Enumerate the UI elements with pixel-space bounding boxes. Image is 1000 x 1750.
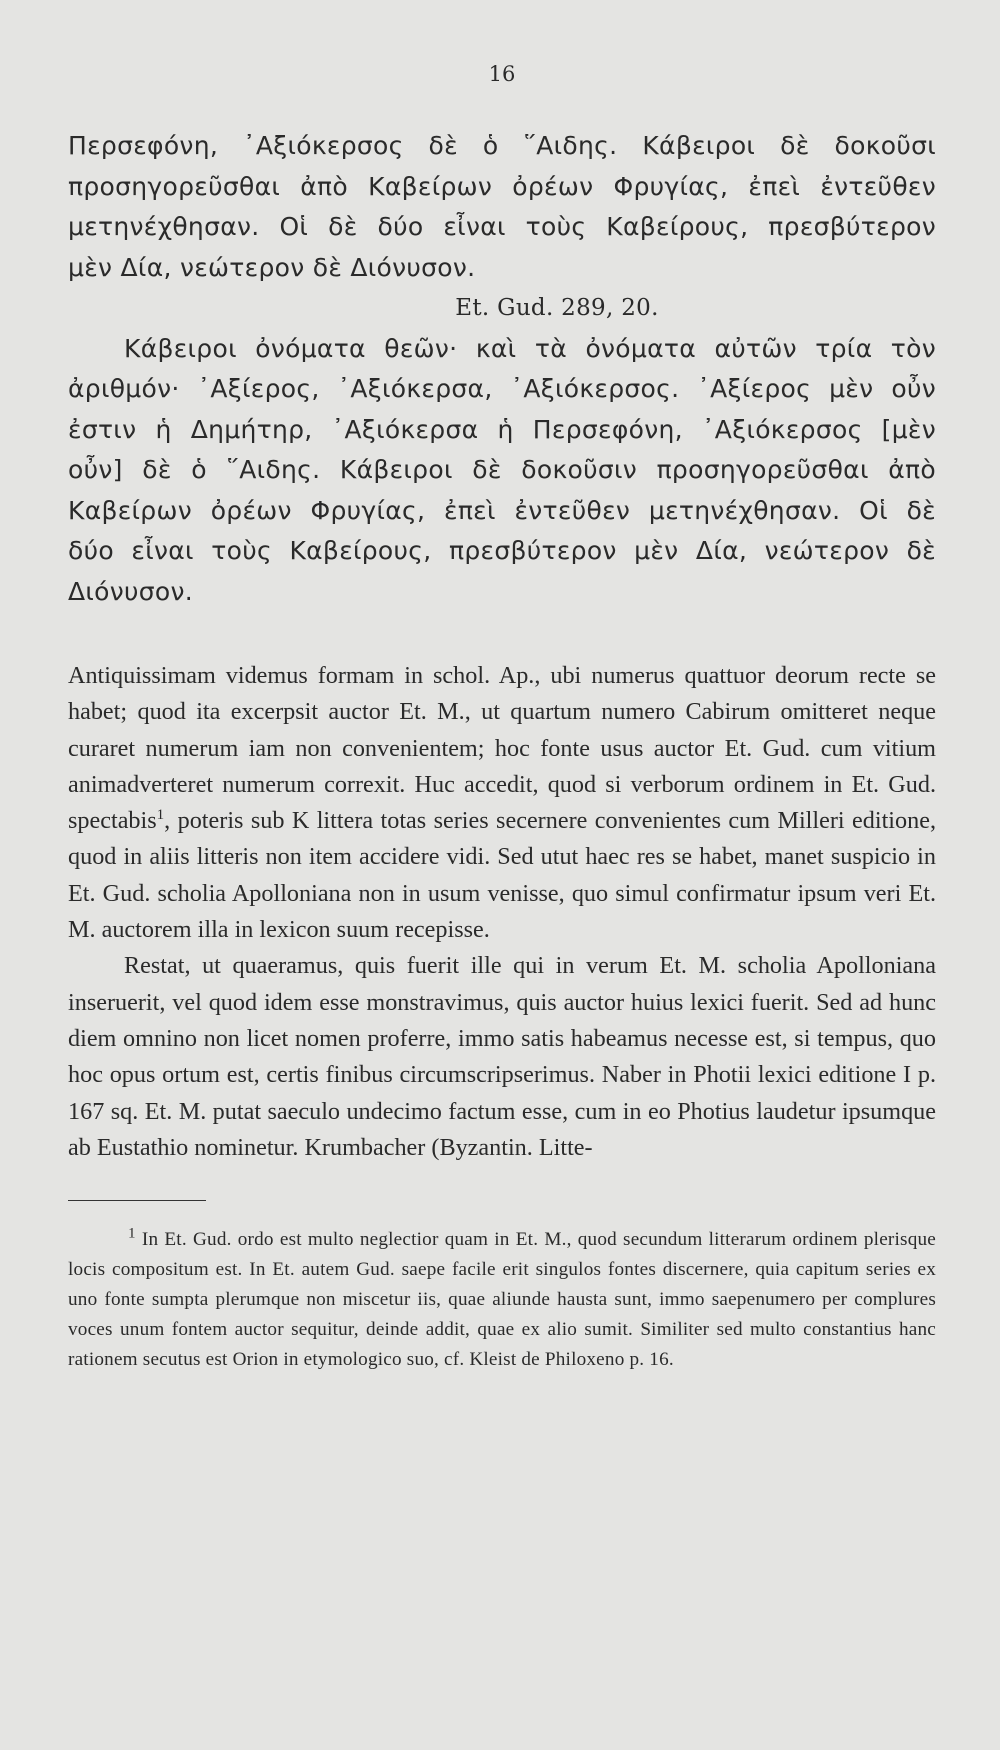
greek-line: οὖν] δὲ ὁ ῞Αιδης. Κάβειροι δὲ δοκοῦσιν προσηγορεῦσθαι ἀπὸ — [68, 455, 936, 484]
greek-line: Κάβειροι ὀνόματα θεῶν· καὶ τὰ ὀνόματα αὐτῶν τρία τὸν — [124, 333, 936, 363]
latin-paragraph-2: Restat, ut quaeramus, quis fuerit ille qui in verum Et. M. scholia Apolloniana inseruerit, vel quod idem esse monstravimus, quis auctor huius lexici fuerit. Sed ad hunc diem omnino non licet nomen proferre, immo satis habeamus necesse est, si tempus, quo hoc opus ortum est, certis finibus circumscripserimus. Naber in Photii lexici editione I p. 167 sq. Et. M. putat saeculo undecimo factum esse, cum in eo Photius laudetur ipsumque ab Eustathio nominetur. Krumbacher (Byzantin. Litte- — [68, 952, 936, 1161]
greek-line: Καβείρων ὀρέων Φρυγίας, ἐπεὶ ἐντεῦθεν μετηνέχθησαν. Οἱ δὲ — [68, 495, 936, 525]
footnote-marker: 1 — [128, 1225, 136, 1242]
footnote-text: In Et. Gud. ordo est multo neglectior quam in Et. M., quod secundum litterarum ordinem plerisque locis compositum est. In Et. autem Gud. saepe facile erit singulos fontes discernere, quia capitum series ex uno fonte sumpta plerumque non miscetur iis, quae aliunde hausta sunt, immo saepenumero per complures voces unum fontem auctor sequitur, deinde addit, quae ex alio sumit. Similiter sed multo constantius hanc rationem secutus est Orion in etymologico suo, cf. Kleist de Philoxeno p. 16. — [68, 1229, 936, 1371]
page-number: 16 — [488, 62, 516, 86]
greek-line: ἀριθμόν· ᾿Αξίερος, ᾿Αξιόκερσα, ᾿Αξιόκερσος. ᾿Αξίερος μὲν οὖν — [68, 374, 936, 403]
greek-line: προσηγορεῦσθαι ἀπὸ Καβείρων ὀρέων Φρυγίας, ἐπεὶ ἐντεῦθεν — [68, 171, 936, 201]
greek-line: δύο εἶναι τοὺς Καβείρους, πρεσβύτερον μὲν Δία, νεώτερον δὲ — [68, 536, 936, 565]
greek-line: μὲν Δία, νεώτερον δὲ Διόνυσον. — [68, 252, 476, 282]
footnote-reference: 1 — [156, 807, 165, 824]
greek-line: Περσεφόνη, ᾿Αξιόκερσος δὲ ὁ ῞Αιδης. Κάβειροι δὲ δοκοῦσι — [68, 131, 936, 160]
source-reference: Et. Gud. 289, 20. — [455, 295, 659, 321]
greek-line: ἐστιν ἡ Δημήτηρ, ᾿Αξιόκερσα ἡ Περσεφόνη, ᾿Αξιόκερσος [μὲν — [68, 414, 936, 444]
paragraph-text: , poteris sub K littera totas series secernere convenientes cum Milleri editione, quod in aliis litteris non item accidere vidi. Sed utut haec res se habet, manet suspicio in Et. Gud. scholia Apolloniana non in usum venisse, quo simul confirmatur ipsum veri Et. M. auctorem illa in lexicon suum recepisse. — [68, 807, 936, 944]
latin-body — [68, 658, 936, 1166]
latin-paragraph-1 — [68, 658, 936, 948]
paragraph-text: Antiquissimam videmus formam in schol. Ap., ubi numerus quattuor deorum recte se habet; quod ita excerpsit auctor Et. M., ut quartum numero Cabirum omitteret neque curaret numerum iam non convenientem; hoc fonte usus auctor Et. Gud. cum vitium animadverteret numerum correxit. Huc accedit, quod si verborum ordinem in Et. Gud. spectabis — [68, 662, 936, 835]
greek-line: Διόνυσον. — [68, 576, 194, 606]
footnote — [68, 1225, 936, 1375]
footnote-divider — [68, 1200, 206, 1201]
greek-line: μετηνέχθησαν. Οἱ δὲ δύο εἶναι τοὺς Καβείρους, πρεσβύτερον — [68, 212, 936, 241]
greek-quotation — [68, 126, 936, 612]
